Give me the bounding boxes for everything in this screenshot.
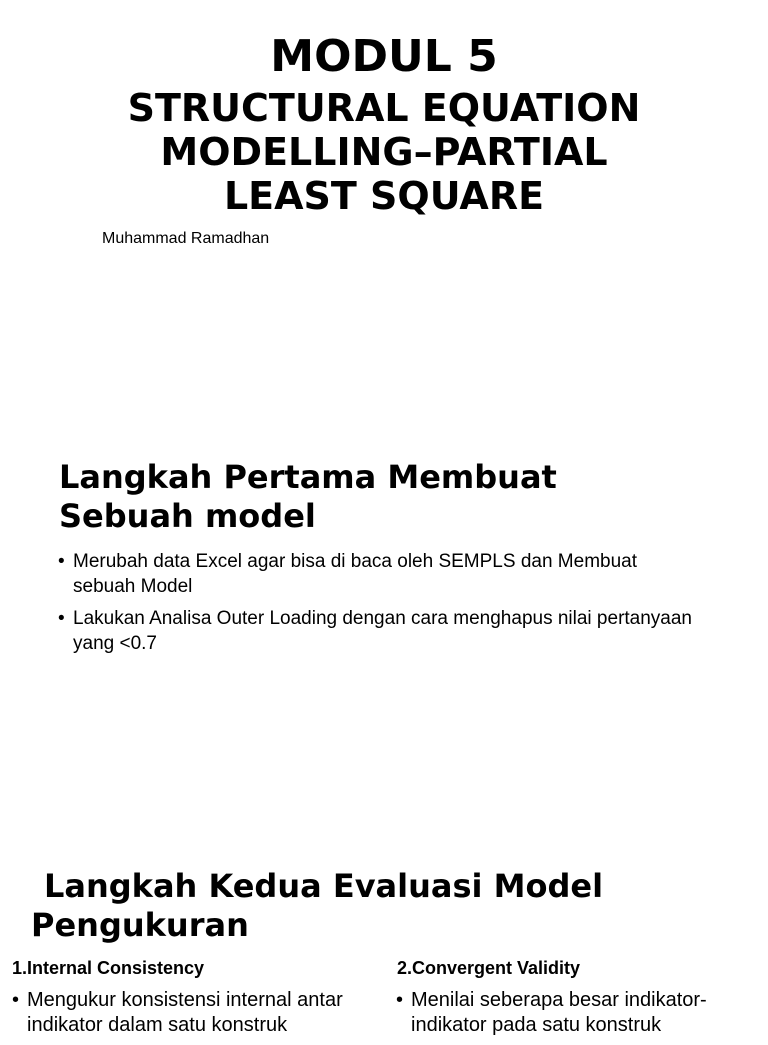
bullet-list bbox=[12, 988, 372, 1045]
step-two-slide bbox=[0, 824, 768, 1036]
bullet-list bbox=[58, 549, 698, 663]
title-slide bbox=[0, 0, 768, 410]
heading-line: Langkah Pertama Membuat bbox=[59, 458, 557, 496]
author-name: Muhammad Ramadhan bbox=[102, 230, 270, 247]
subtitle-line: STRUCTURAL EQUATION bbox=[127, 86, 641, 130]
heading-line: Langkah Kedua Evaluasi Model bbox=[44, 867, 604, 905]
slide-heading bbox=[31, 867, 603, 945]
module-subtitle bbox=[0, 86, 768, 218]
slide-heading bbox=[59, 458, 557, 536]
heading-line: Sebuah model bbox=[59, 497, 316, 535]
step-one-slide bbox=[0, 412, 768, 822]
heading-line: Pengukuran bbox=[31, 906, 249, 944]
subtitle-line: MODELLING–PARTIAL bbox=[160, 130, 608, 174]
list-item: • Lakukan Analisa Outer Loading dengan cara menghapus nilai pertanyaan yang <0.7 bbox=[58, 606, 698, 656]
list-item: • Mengukur konsistensi internal antar indikator dalam satu konstruk bbox=[12, 988, 372, 1038]
subtitle-line: LEAST SQUARE bbox=[223, 174, 545, 218]
bullet-list bbox=[396, 988, 756, 1045]
list-item: • Menilai seberapa besar indikator-indikator pada satu konstruk bbox=[396, 988, 756, 1038]
column-heading-convergent-validity: 2.Convergent Validity bbox=[397, 958, 581, 978]
module-title: MODUL 5 bbox=[270, 31, 498, 82]
list-item: • Merubah data Excel agar bisa di baca oleh SEMPLS dan Membuat sebuah Model bbox=[58, 549, 698, 599]
column-heading-internal-consistency: 1.Internal Consistency bbox=[12, 958, 205, 978]
